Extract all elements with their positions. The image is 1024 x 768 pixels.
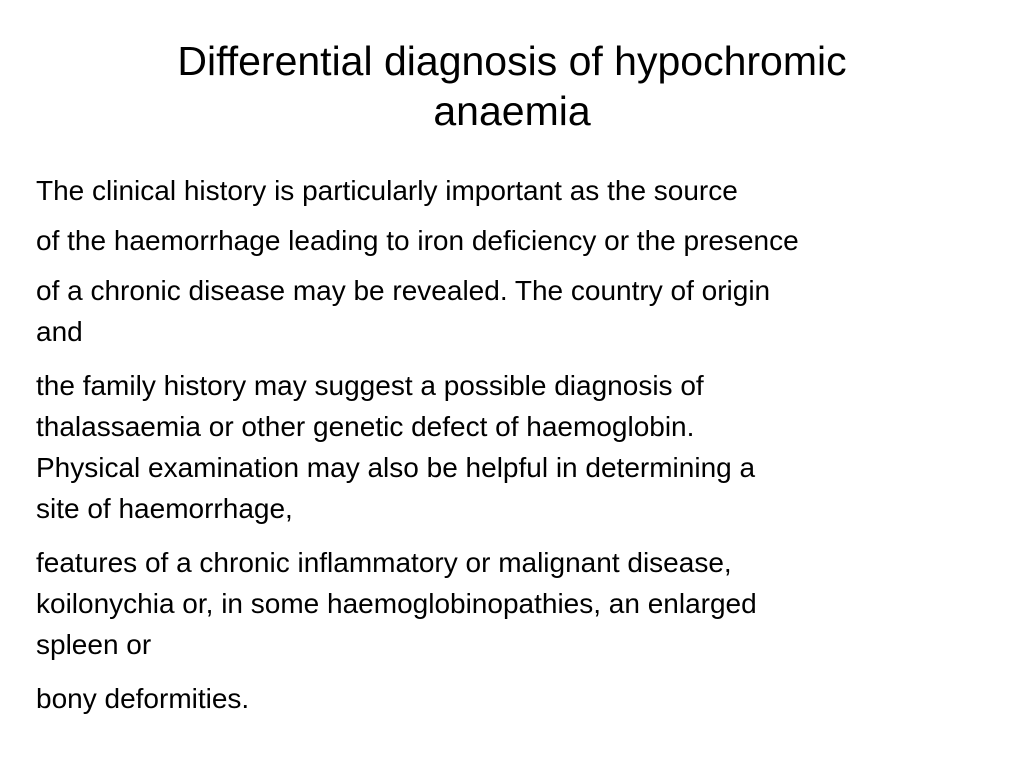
body-line: bony deformities.: [36, 683, 250, 714]
body-line: The clinical history is particularly important as the source: [36, 175, 738, 206]
body-line: site of haemorrhage,: [36, 493, 293, 524]
body-line: the family history may suggest a possible diagnosis of: [36, 370, 704, 401]
body-line: and: [36, 316, 83, 347]
slide-title-line: Differential diagnosis of hypochromic: [177, 38, 847, 84]
body-line: Physical examination may also be helpful in determining a: [36, 452, 756, 483]
body-line: of the haemorrhage leading to iron deficiency or the presence: [36, 225, 799, 256]
body-line: spleen or: [36, 629, 152, 660]
body-line: of a chronic disease may be revealed. The country of origin: [36, 275, 771, 306]
body-line: koilonychia or, in some haemoglobinopathies, an enlarged: [36, 588, 757, 619]
slide-title-line: anaemia: [433, 88, 591, 134]
slide-title: [40, 36, 984, 136]
body-line: thalassaemia or other genetic defect of haemoglobin.: [36, 411, 695, 442]
body-line: features of a chronic inflammatory or malignant disease,: [36, 547, 732, 578]
slide-body: [36, 170, 1011, 719]
